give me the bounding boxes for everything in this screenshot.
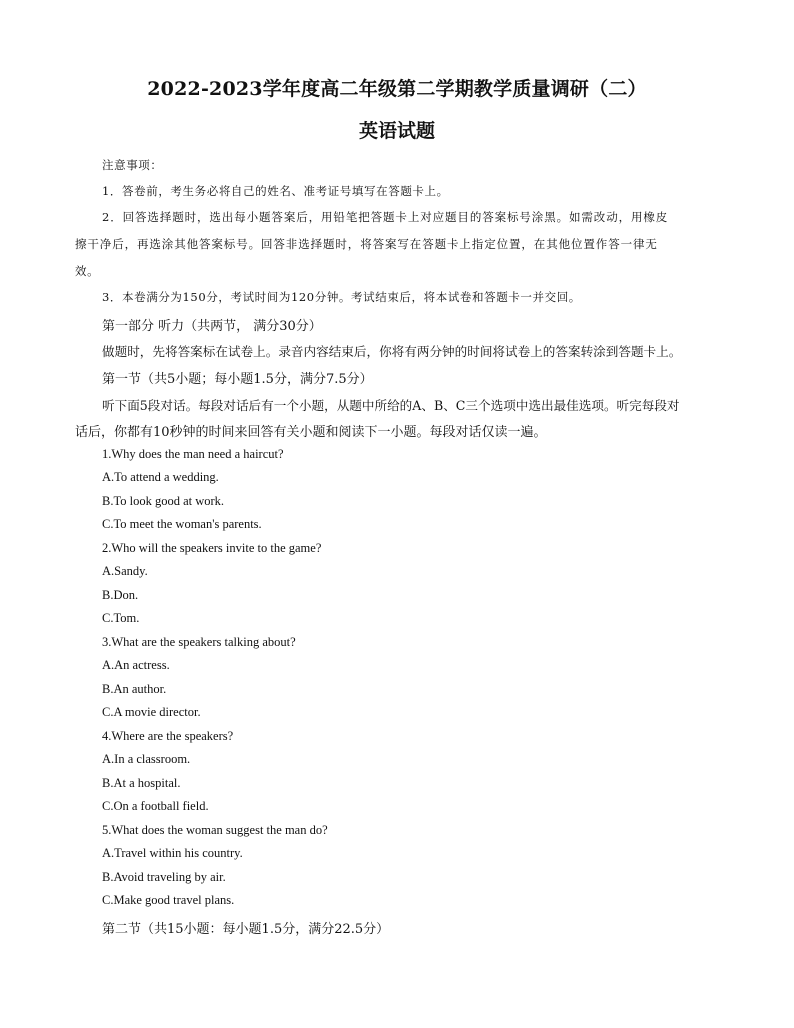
question-4-stem: 4.Where are the speakers? <box>102 729 234 743</box>
exam-subtitle: 英语试题 <box>358 120 435 142</box>
notice-heading: 注意事项： <box>102 158 163 172</box>
notice-item-2-line-1: 2．回答选择题时，选出每小题答案后，用铅笔把答题卡上对应题目的答案标号涂黑。如需改动，用橡皮 <box>102 210 669 224</box>
section1-instruction-line-1: 听下面5段对话。每段对话后有一个小题，从题中所给的A、B、C三个选项中选出最佳选项。听完每段对 <box>102 398 680 413</box>
question-1-option-a: A.To attend a wedding. <box>102 470 219 484</box>
question-4-option-b: B.At a hospital. <box>102 776 181 790</box>
question-1-option-c: C.To meet the woman's parents. <box>102 517 262 531</box>
question-2-option-b: B.Don. <box>102 588 139 602</box>
part1-heading: 第一部分 听力（共两节， 满分30分） <box>102 319 322 334</box>
section1-instruction-line-2: 话后，你都有10秒钟的时间来回答有关小题和阅读下一小题。每段对话仅读一遍。 <box>75 425 547 440</box>
notice-item-2-line-3: 效。 <box>75 264 100 278</box>
question-4-option-c: C.On a football field. <box>102 799 209 813</box>
section1-heading: 第一节（共5小题；每小题1.5分，满分7.5分） <box>102 372 373 387</box>
question-2-option-a: A.Sandy. <box>102 564 148 578</box>
question-1-option-b: B.To look good at work. <box>102 494 225 508</box>
part1-instruction: 做题时，先将答案标在试卷上。录音内容结束后，你将有两分钟的时间将试卷上的答案转涂到答题卡上。 <box>102 344 682 359</box>
question-3-stem: 3.What are the speakers talking about? <box>102 635 296 649</box>
question-2-stem: 2.Who will the speakers invite to the game? <box>102 541 322 555</box>
question-5-stem: 5.What does the woman suggest the man do? <box>102 823 328 837</box>
question-1-stem: 1.Why does the man need a haircut? <box>102 447 284 461</box>
notice-item-1: 1．答卷前，考生务必将自己的姓名、准考证号填写在答题卡上。 <box>102 184 449 198</box>
notice-item-3: 3．本卷满分为150分，考试时间为120分钟。考试结束后，将本试卷和答题卡一并交回。 <box>102 290 581 304</box>
question-5-option-a: A.Travel within his country. <box>102 846 243 860</box>
question-3-option-b: B.An author. <box>102 682 167 696</box>
notice-item-2-line-2: 擦干净后，再选涂其他答案标号。回答非选择题时，将答案写在答题卡上指定位置，在其他位置作答一律无 <box>75 237 658 251</box>
section2-heading: 第二节（共15小题：每小题1.5分，满分22.5分） <box>102 922 390 937</box>
question-3-option-a: A.An actress. <box>102 658 170 672</box>
question-4-option-a: A.In a classroom. <box>102 752 191 766</box>
question-5-option-b: B.Avoid traveling by air. <box>102 870 226 884</box>
question-2-option-c: C.Tom. <box>102 611 140 625</box>
question-5-option-c: C.Make good travel plans. <box>102 893 235 907</box>
exam-title: 2022-2023学年度高二年级第二学期教学质量调研（二） <box>147 78 647 100</box>
question-3-option-c: C.A movie director. <box>102 705 201 719</box>
